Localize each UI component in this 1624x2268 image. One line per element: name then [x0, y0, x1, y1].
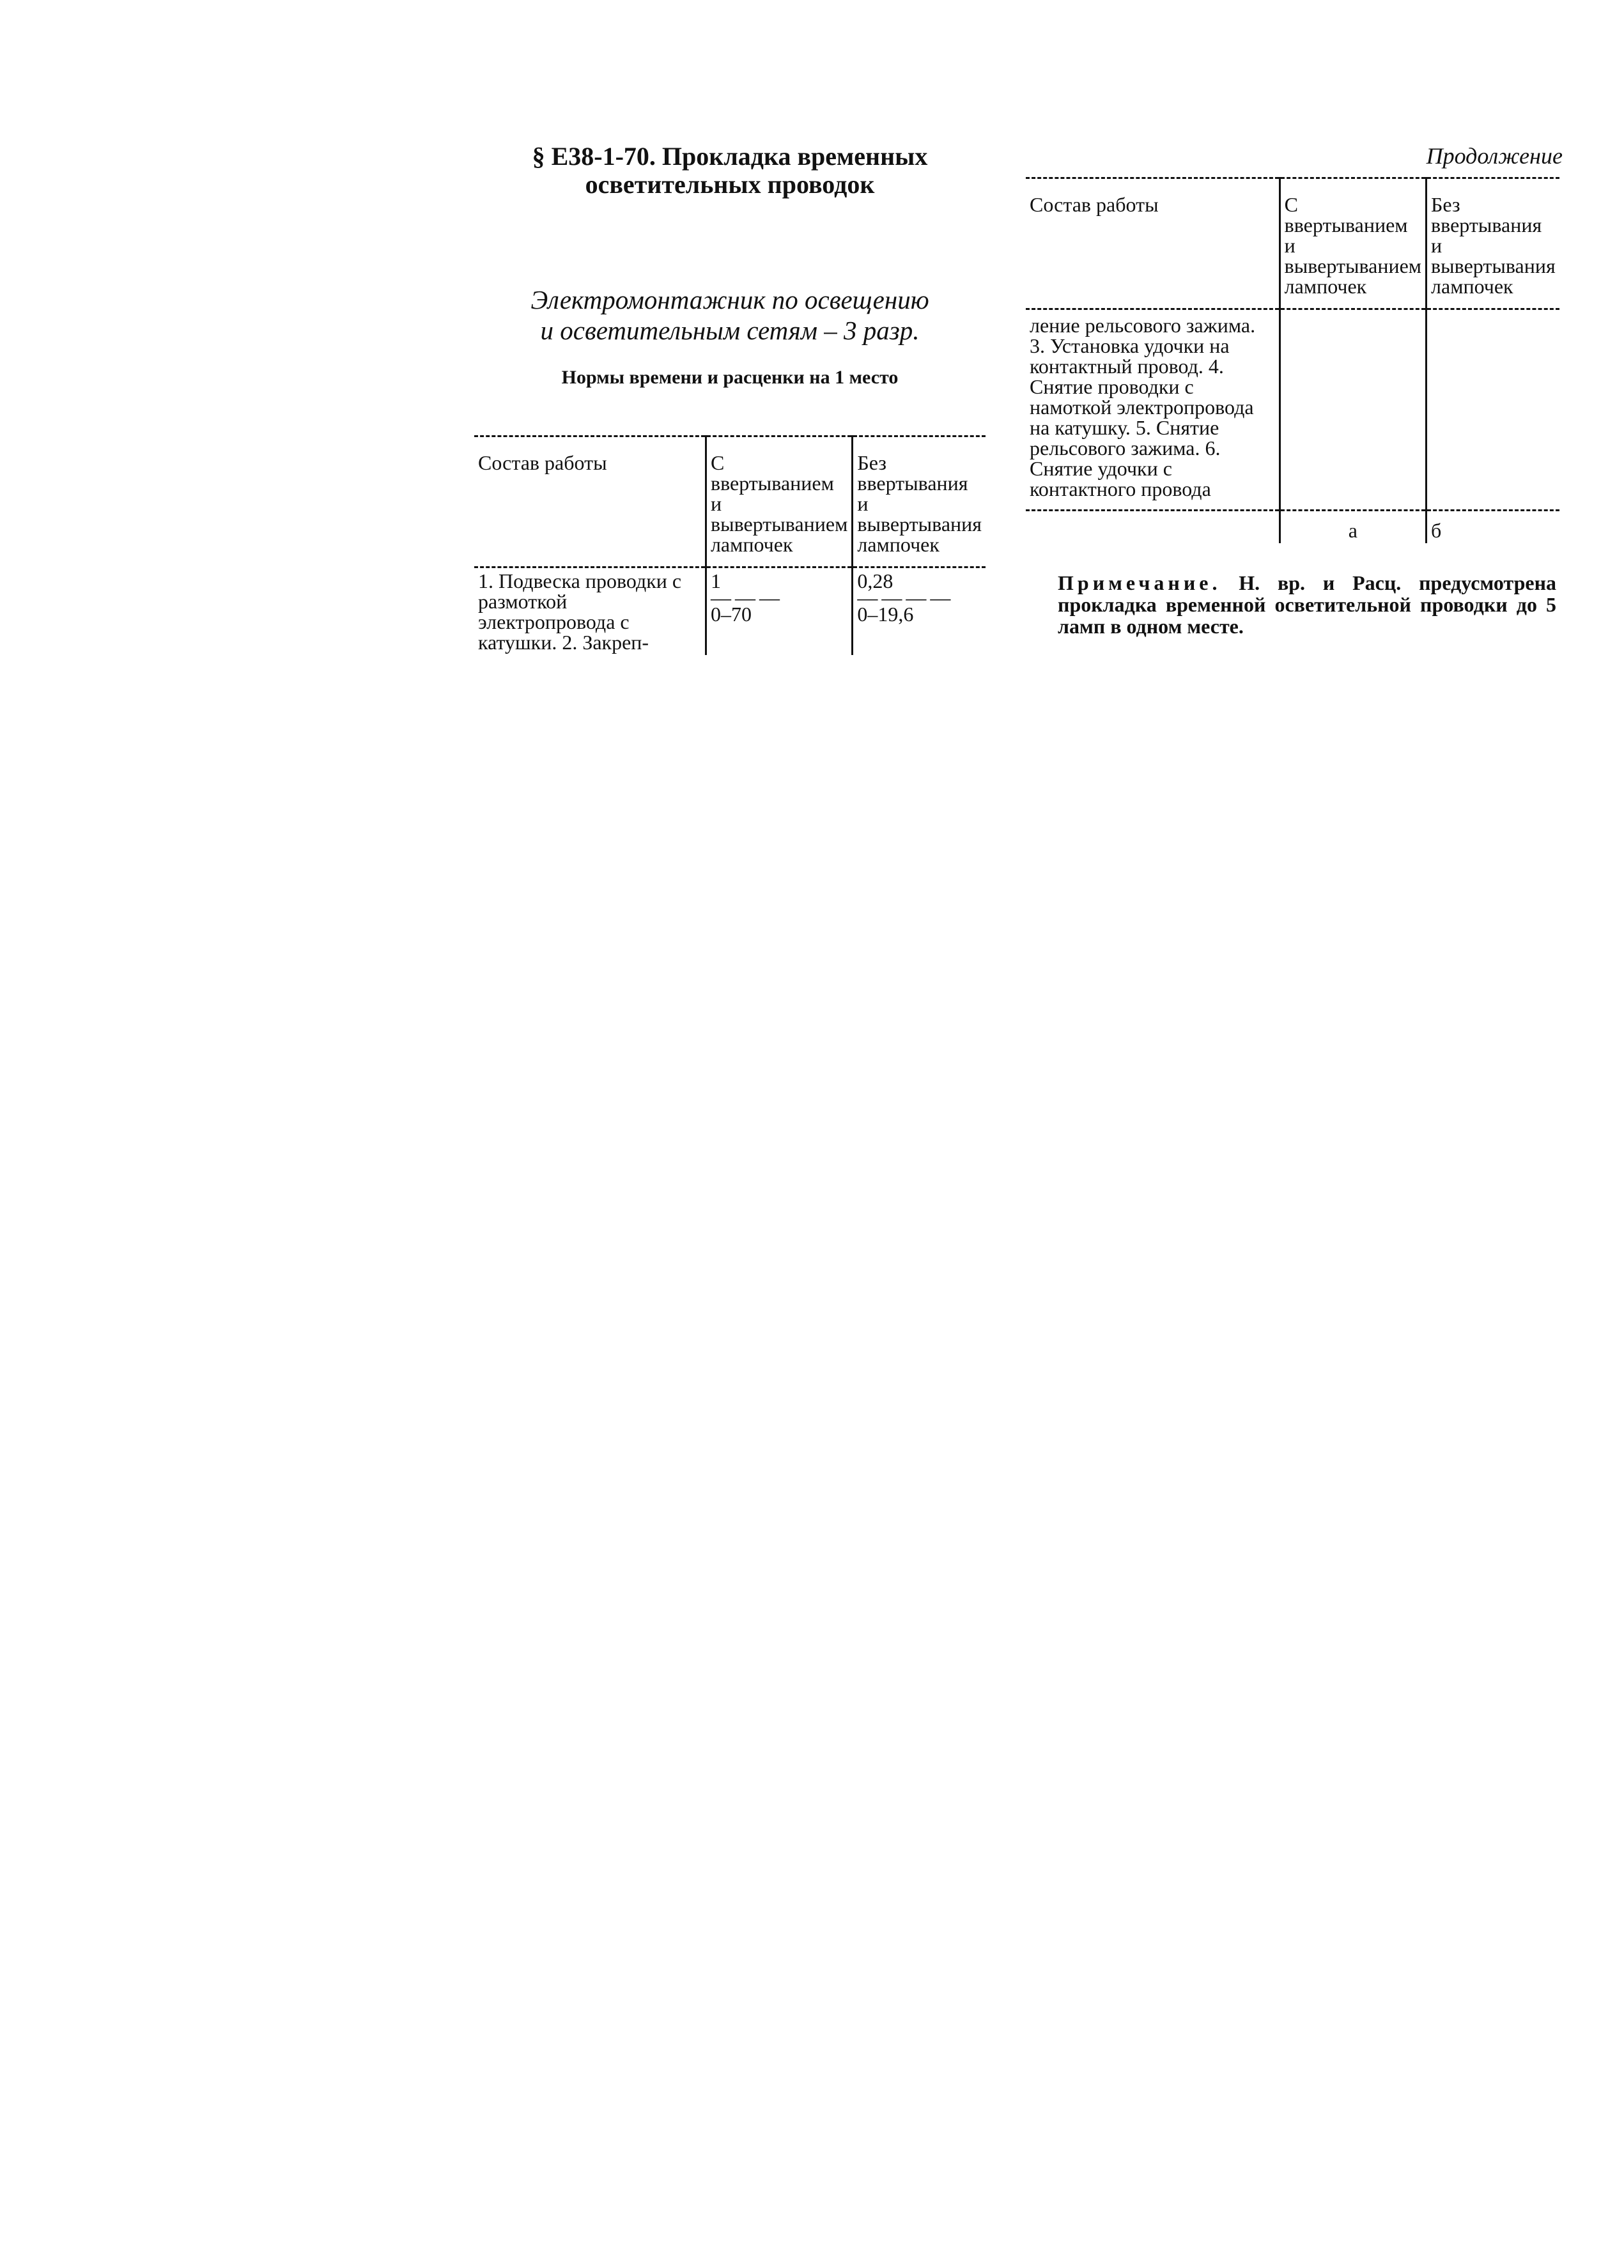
table-row: [474, 567, 986, 656]
norms-table-right: [1026, 177, 1559, 543]
norms-caption: Нормы времени и расценки на 1 место: [561, 367, 899, 388]
note: [1058, 572, 1556, 637]
header-with-lamps: С ввертыванием и вывертыванием лампочек: [1280, 178, 1426, 309]
fraction-bar: ———: [710, 586, 784, 609]
header-without-lamps: Без ввертывания и вывертывания лампочек: [1427, 178, 1559, 309]
rate: 0–70: [710, 603, 752, 626]
header-work-composition: Состав работы: [474, 436, 706, 567]
worker-line-1: Электромонтажник по освещению: [530, 285, 929, 314]
norms-table-left: [474, 435, 986, 655]
left-column: [474, 131, 986, 654]
note-label: Примечание.: [1058, 571, 1221, 594]
worker-category: [474, 284, 986, 346]
time-norm: 1: [710, 569, 721, 592]
header-without-lamps: Без ввертывания и вывертывания лампочек: [853, 436, 986, 567]
table-header-row: [474, 436, 986, 567]
worker-line-2: и осветительным сетям – 3 разр.: [540, 316, 920, 345]
table-header-row: [1026, 178, 1559, 309]
column-letter-a: а: [1280, 511, 1426, 544]
row-with-lamps-value: [706, 567, 852, 656]
rate: 0–19,6: [857, 603, 914, 626]
column-letters-row: [1026, 511, 1559, 544]
fraction-bar: ————: [857, 586, 955, 609]
note-text: Н. вр. и Расц. предусмотрена прокладка временной осветительной проводки до 5 ламп в одном месте.: [1058, 571, 1556, 638]
title-line-1: § Е38-1-70. Прокладка временных: [532, 142, 928, 171]
row-with-lamps-value: [1280, 309, 1426, 511]
table-row: [1026, 309, 1559, 511]
row-without-lamps-value: [1427, 309, 1559, 511]
row-without-lamps-value: [853, 567, 986, 656]
row-work-text: 1. Подвеска проводки с размоткой электропровода с катушки. 2. Закреп-: [474, 567, 706, 656]
continued-label: Продолжение: [1426, 143, 1563, 169]
column-letter-b: б: [1431, 519, 1442, 542]
section-title: [474, 143, 986, 199]
row-work-text: ление рельсового зажима. 3. Установка удочки на контактный провод. 4. Снятие проводки с намоткой электропровода на катушку. 5. Снятие рельсового зажима. 6. Снятие удочки с контактного провода: [1026, 309, 1280, 511]
time-norm: 0,28: [857, 569, 893, 592]
header-with-lamps: С ввертыванием и вывертыванием лампочек: [706, 436, 852, 567]
letters-spacer: [1026, 511, 1280, 544]
header-work-composition: Состав работы: [1026, 178, 1280, 309]
title-line-2: осветительных проводок: [585, 170, 875, 199]
